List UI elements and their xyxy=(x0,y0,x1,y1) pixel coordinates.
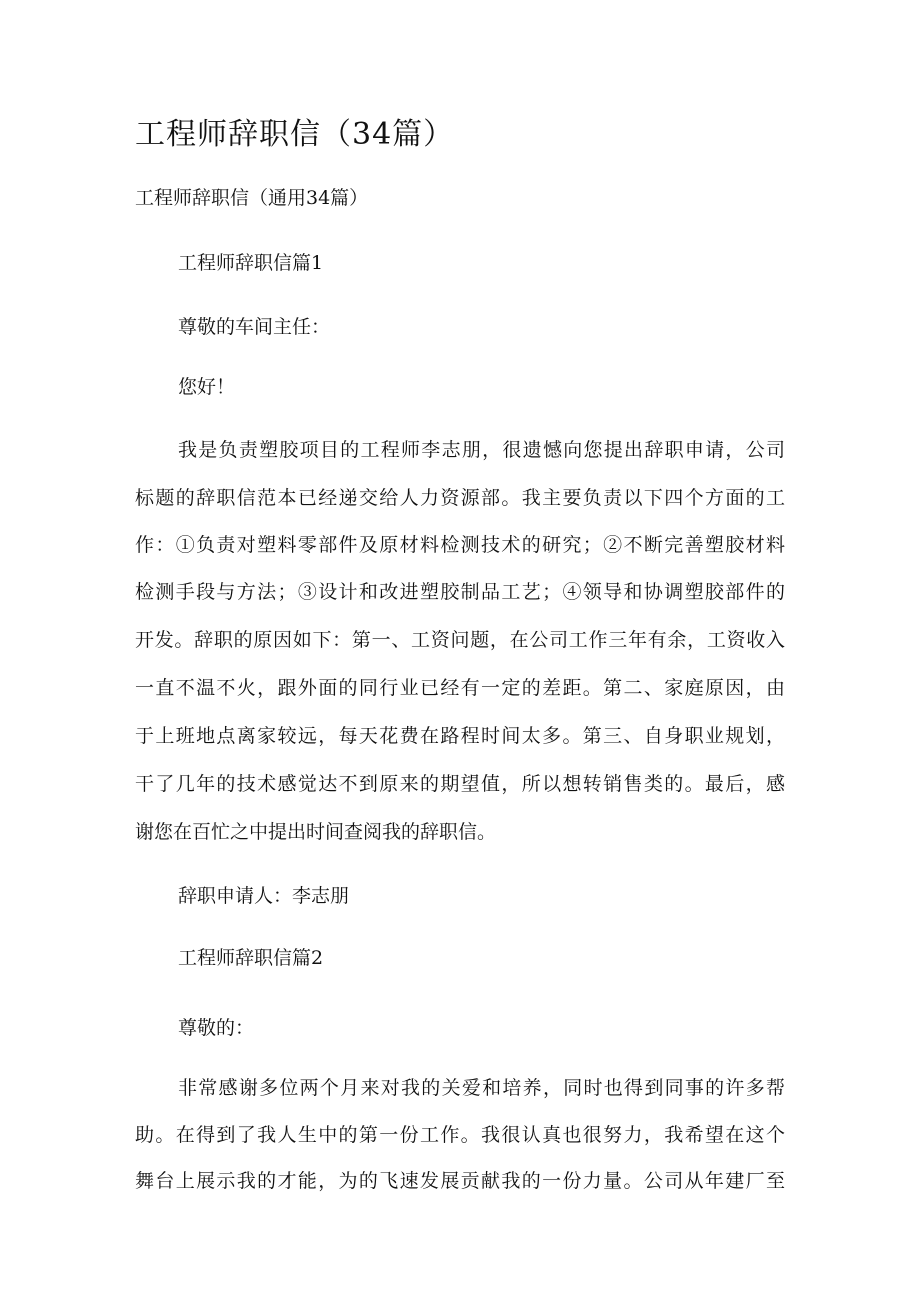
letter1-body-line: 于上班地点离家较远，每天花费在路程时间太多。第三、自身职业规划， xyxy=(135,725,785,747)
letter1-body-line: 作：①负责对塑料零部件及原材料检测技术的研究；②不断完善塑胶材料 xyxy=(135,534,785,556)
letter2-body-line: 助。在得到了我人生中的第一份工作。我很认真也很努力，我希望在这个 xyxy=(135,1124,785,1146)
letter1-body-line: 谢您在百忙之中提出时间查阅我的辞职信。 xyxy=(135,821,497,843)
letter1-body-line: 标题的辞职信范本已经递交给人力资源部。我主要负责以下四个方面的工 xyxy=(135,487,785,509)
letter2-body-line: 非常感谢多位两个月来对我的关爱和培养，同时也得到同事的许多帮 xyxy=(178,1077,785,1099)
letter1-body-line: 我是负责塑胶项目的工程师李志朋，很遗憾向您提出辞职申请，公司 xyxy=(178,439,785,461)
document-title: 工程师辞职信（34篇） xyxy=(135,117,455,152)
letter1-greeting: 您好！ xyxy=(178,376,236,398)
letter2-heading: 工程师辞职信篇2 xyxy=(178,947,324,969)
letter1-body-line: 一直不温不火，跟外面的同行业已经有一定的差距。第二、家庭原因，由 xyxy=(135,677,785,699)
letter1-signature: 辞职申请人：李志朋 xyxy=(178,885,350,907)
letter1-body-line: 干了几年的技术感觉达不到原来的期望值，所以想转销售类的。最后，感 xyxy=(135,773,785,795)
letter1-heading: 工程师辞职信篇1 xyxy=(178,252,324,274)
letter1-body-line: 检测手段与方法；③设计和改进塑胶制品工艺；④领导和协调塑胶部件的 xyxy=(135,581,785,603)
letter1-salutation: 尊敬的车间主任： xyxy=(178,316,331,338)
letter1-body-line: 开发。辞职的原因如下：第一、工资问题，在公司工作三年有余，工资收入 xyxy=(135,629,785,651)
document-subtitle: 工程师辞职信（通用34篇） xyxy=(135,187,369,209)
letter2-salutation: 尊敬的： xyxy=(178,1017,255,1039)
letter2-body-line: 舞台上展示我的才能，为的飞速发展贡献我的一份力量。公司从年建厂至 xyxy=(135,1170,785,1192)
